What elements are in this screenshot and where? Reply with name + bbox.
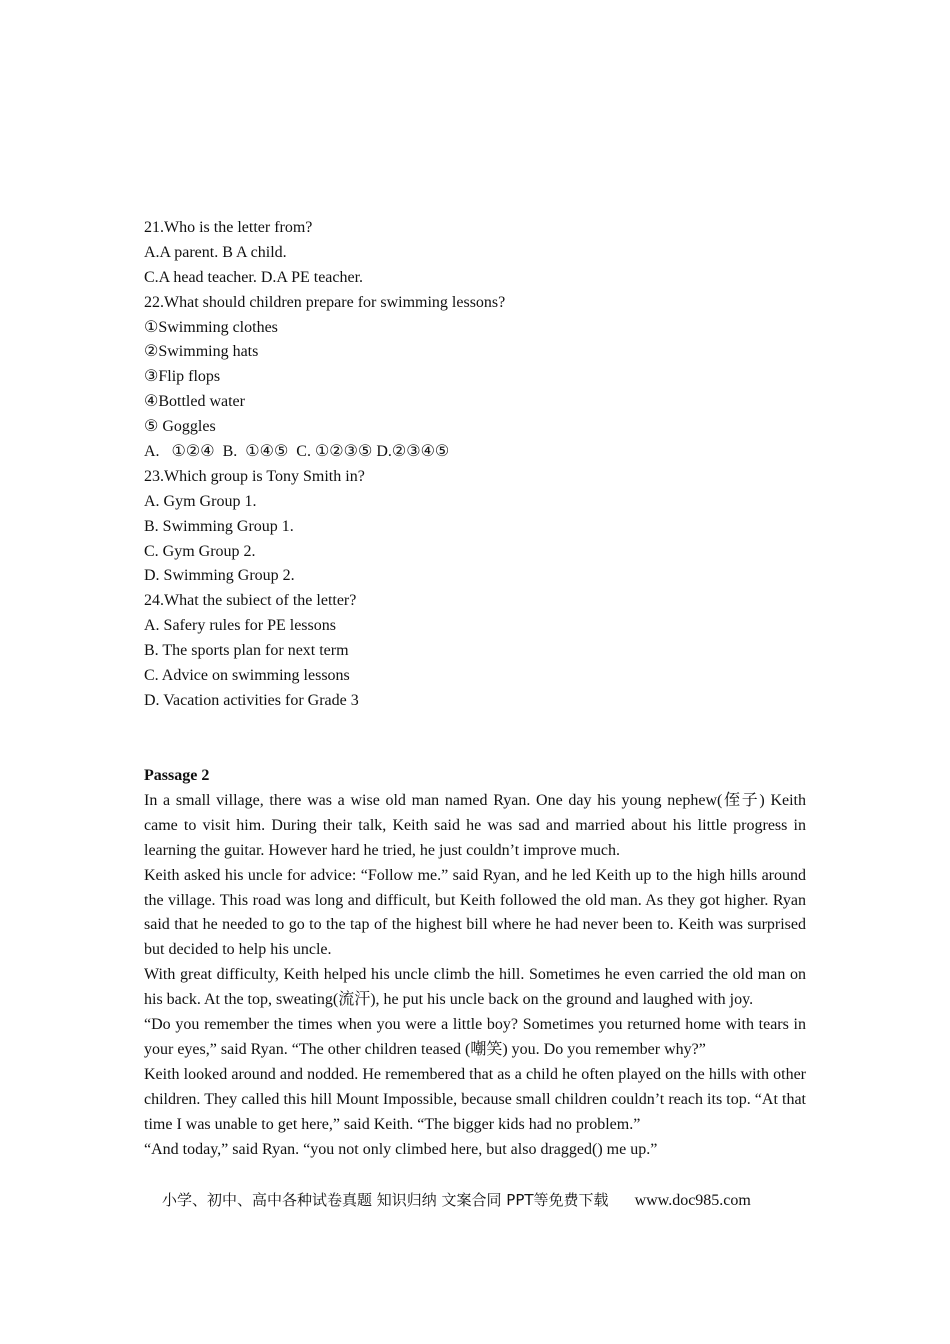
footer-text: 小学、初中、高中各种试卷真题 知识归纳 文案合同 PPT等免费下载 <box>162 1191 609 1209</box>
question-22: 22.What should children prepare for swimming lessons? <box>144 293 506 311</box>
q24-option-c: C. Advice on swimming lessons <box>144 667 350 685</box>
passage-2 <box>144 764 806 1163</box>
question-23: 23.Which group is Tony Smith in? <box>144 467 365 485</box>
q23-option-b: B. Swimming Group 1. <box>144 517 294 535</box>
q22-item-4: ④Bottled water <box>144 393 245 411</box>
q22-item-3: ③Flip flops <box>144 368 221 386</box>
questions-section <box>144 216 806 714</box>
q22-item-1: ①Swimming clothes <box>144 318 278 336</box>
q24-option-d: D. Vacation activities for Grade 3 <box>144 691 359 709</box>
q24-option-b: B. The sports plan for next term <box>144 642 349 660</box>
question-24: 24.What the subiect of the letter? <box>144 592 357 610</box>
page-footer <box>162 1188 802 1213</box>
q22-item-2: ②Swimming hats <box>144 343 259 361</box>
q23-option-a: A. Gym Group 1. <box>144 492 257 510</box>
q23-option-d: D. Swimming Group 2. <box>144 567 295 585</box>
q21-options-cd: C.A head teacher. D.A PE teacher. <box>144 268 364 286</box>
q23-option-c: C. Gym Group 2. <box>144 542 256 560</box>
q22-options: A. ①②④ B. ①④⑤ C. ①②③⑤ D.②③④⑤ <box>144 443 450 461</box>
footer-url[interactable]: www.doc985.com <box>634 1192 751 1209</box>
passage-paragraph-1: In a small village, there was a wise old man named Ryan. One day his young nephew(侄子) Keith came to visit him. During their talk, Keith said he was sad and married about his little progress in learning the guitar. However hard he tried, he just couldn’t improve much. <box>144 791 806 859</box>
q22-item-5: ⑤ Goggles <box>144 418 216 436</box>
passage-paragraph-4: “Do you remember the times when you were a little boy? Sometimes you returned home with tears in your eyes,” said Ryan. “The other children teased (嘲笑) you. Do you remember why?” <box>144 1016 806 1058</box>
passage-title: Passage 2 <box>144 767 210 784</box>
passage-paragraph-6: “And today,” said Ryan. “you not only climbed here, but also dragged() me up.” <box>144 1140 658 1158</box>
q21-options-ab: A.A parent. B A child. <box>144 243 287 261</box>
q24-option-a: A. Safery rules for PE lessons <box>144 617 336 635</box>
passage-paragraph-2: Keith asked his uncle for advice: “Follow me.” said Ryan, and he led Keith up to the high hills around the village. This road was long and difficult, but Keith followed the old man. As they got higher. Ryan said that he needed to go to the tap of the highest bill where he had never been to. Keith was surprised but decided to help his uncle. <box>144 866 806 959</box>
question-21: 21.Who is the letter from? <box>144 219 313 236</box>
passage-paragraph-3: With great difficulty, Keith helped his uncle climb the hill. Sometimes he even carried the old man on his back. At the top, sweating(流汗), he put his uncle back on the ground and laughed with joy. <box>144 966 806 1009</box>
passage-paragraph-5: Keith looked around and nodded. He remembered that as a child he often played on the hills with other children. They called this hill Mount Impossible, because small children couldn’t reach its top. “At that time I was unable to get here,” said Keith. “The bigger kids had no problem.” <box>144 1065 806 1133</box>
